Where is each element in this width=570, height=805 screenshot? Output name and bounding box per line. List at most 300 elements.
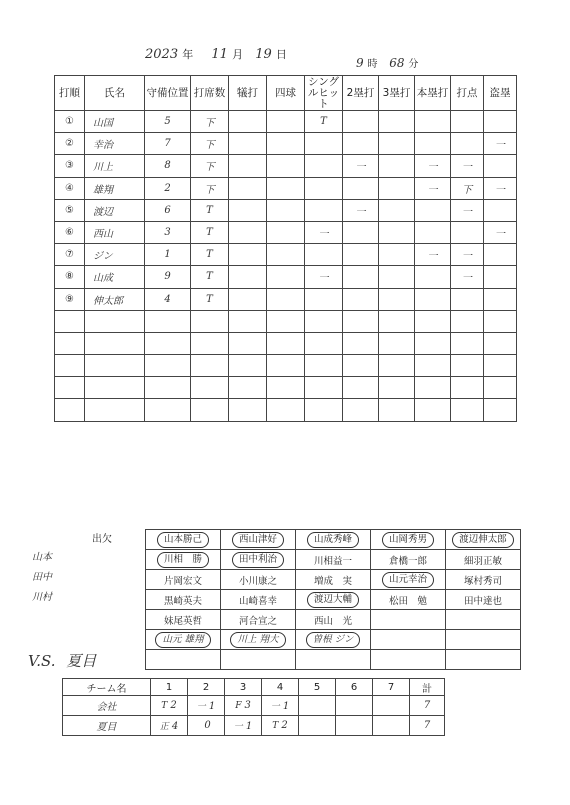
attendance-row: [146, 590, 521, 610]
cell-pa: T: [191, 244, 229, 266]
score-header: 1: [151, 679, 188, 696]
table-row: [55, 244, 517, 266]
cell-double: 一: [343, 155, 379, 177]
cell-bb: [267, 133, 305, 155]
table-row: [55, 133, 517, 155]
batting-table: [54, 75, 517, 422]
score-row: [63, 716, 445, 736]
cell-name: 川上: [85, 155, 145, 177]
attendee-name: 松田 勉: [388, 595, 427, 607]
inning-runs: 4: [171, 721, 179, 732]
cell-pos: 4: [145, 288, 191, 310]
cell-bb: [267, 155, 305, 177]
attendance-label: 出欠: [92, 534, 112, 545]
cell-pos: 9: [145, 266, 191, 288]
cell-bb: [267, 111, 305, 133]
cell-pos: 3: [145, 221, 191, 243]
attendee-name: 田中利治: [232, 552, 284, 568]
attendee-name: 黒崎英夫: [163, 595, 202, 607]
cell-double: [343, 399, 379, 421]
inning-runs: 1: [282, 701, 290, 712]
attendance-cell: [296, 550, 371, 570]
vs-label: V.S.: [28, 652, 56, 670]
attendance-cell: [146, 570, 221, 590]
cell-pa: 下: [191, 155, 229, 177]
total-score: 7: [410, 716, 445, 736]
attendance-cell: [146, 650, 221, 670]
cell-double: [343, 310, 379, 332]
tally-mark: 正: [159, 722, 169, 732]
attendance-cell: [371, 650, 446, 670]
cell-sac: [229, 332, 267, 354]
tally-mark: 一: [233, 722, 243, 732]
score-header: 7: [373, 679, 410, 696]
cell-triple: [379, 155, 415, 177]
attendance-cell: [446, 570, 521, 590]
day-unit: 日: [275, 48, 287, 61]
cell-name: [85, 377, 145, 399]
cell-bb: [267, 244, 305, 266]
attendance-cell: [446, 550, 521, 570]
attendance-row: [146, 630, 521, 650]
attendance-cell: [221, 630, 296, 650]
attendance-cell: [371, 630, 446, 650]
column-header: シングルヒット: [305, 76, 343, 111]
cell-name: [85, 355, 145, 377]
inning-score: [151, 696, 188, 716]
vs-line: [28, 650, 96, 671]
cell-sac: [229, 266, 267, 288]
attendance-cell: [221, 590, 296, 610]
cell-sac: [229, 155, 267, 177]
cell-double: [343, 266, 379, 288]
attendance-cell: [371, 570, 446, 590]
cell-triple: [379, 399, 415, 421]
inning-score: [262, 716, 299, 736]
day-value: 19: [255, 47, 272, 62]
cell-bb: [267, 199, 305, 221]
cell-order: ①: [55, 111, 85, 133]
cell-order: ⑥: [55, 221, 85, 243]
hour-value: 9: [356, 56, 364, 70]
inning-score: [336, 696, 373, 716]
cell-pa: T: [191, 221, 229, 243]
column-header: 打点: [451, 76, 484, 111]
cell-bb: [267, 177, 305, 199]
cell-double: [343, 177, 379, 199]
cell-order: [55, 399, 85, 421]
cell-hr: [415, 111, 451, 133]
cell-hr: 一: [415, 177, 451, 199]
side-note: 山本: [32, 552, 52, 563]
cell-rbi: [451, 111, 484, 133]
cell-pa: 下: [191, 133, 229, 155]
table-row: [55, 177, 517, 199]
attendee-name: 山本勝己: [157, 532, 209, 548]
cell-hr: [415, 133, 451, 155]
inning-runs: 2: [170, 700, 177, 711]
attendance-cell: [221, 530, 296, 550]
cell-pos: [145, 332, 191, 354]
cell-rbi: [451, 399, 484, 421]
cell-pos: 7: [145, 133, 191, 155]
cell-order: ②: [55, 133, 85, 155]
cell-hr: [415, 399, 451, 421]
attendance-cell: [296, 530, 371, 550]
inning-runs: 1: [245, 721, 253, 732]
attendance-cell: [446, 650, 521, 670]
cell-pos: [145, 310, 191, 332]
tally-mark: 一: [270, 702, 280, 712]
attendee-name: 川相益一: [313, 555, 352, 567]
attendee-name: 小川康之: [238, 575, 277, 587]
score-header: 計: [410, 679, 445, 696]
cell-double: [343, 111, 379, 133]
score-header: 3: [225, 679, 262, 696]
column-header: 盗塁: [484, 76, 517, 111]
attendance-cell: [296, 610, 371, 630]
cell-pa: [191, 399, 229, 421]
cell-name: [85, 310, 145, 332]
cell-double: [343, 332, 379, 354]
cell-name: [85, 399, 145, 421]
cell-sac: [229, 377, 267, 399]
cell-name: 山国: [85, 111, 145, 133]
tally-mark: 一: [196, 702, 206, 712]
cell-bb: [267, 355, 305, 377]
year-value: 2023: [145, 47, 179, 62]
cell-triple: [379, 310, 415, 332]
cell-triple: [379, 332, 415, 354]
cell-sac: [229, 244, 267, 266]
cell-hr: 一: [415, 244, 451, 266]
attendee-name: 西山津好: [232, 532, 284, 548]
cell-bb: [267, 221, 305, 243]
attendance-row: [146, 650, 521, 670]
attendee-name: 塚村秀司: [463, 575, 502, 587]
cell-sb: [484, 399, 517, 421]
cell-order: [55, 310, 85, 332]
cell-triple: [379, 288, 415, 310]
cell-double: [343, 355, 379, 377]
table-row: [55, 155, 517, 177]
score-table: [62, 678, 445, 736]
cell-rbi: [451, 221, 484, 243]
cell-name: 雄翔: [85, 177, 145, 199]
attendee-name: 妹尾英哲: [163, 615, 202, 627]
cell-pa: T: [191, 199, 229, 221]
cell-pa: [191, 377, 229, 399]
table-row: [55, 399, 517, 421]
attendee-name: 河合宣之: [238, 615, 277, 627]
side-note: 川村: [32, 592, 52, 603]
cell-hr: [415, 332, 451, 354]
cell-sac: [229, 399, 267, 421]
attendee-name: 増成 実: [313, 575, 352, 587]
inning-score: [373, 716, 410, 736]
cell-sb: [484, 244, 517, 266]
cell-name: [85, 332, 145, 354]
attendance-cell: [371, 610, 446, 630]
hour-unit: 時: [367, 59, 378, 70]
cell-pos: 8: [145, 155, 191, 177]
attendee-name: 山元 雄翔: [155, 632, 210, 648]
cell-rbi: [451, 310, 484, 332]
cell-single: [305, 399, 343, 421]
attendance-cell: [371, 590, 446, 610]
attendee-name: 渡辺大輔: [307, 592, 359, 608]
attendance-cell: [221, 550, 296, 570]
cell-single: [305, 332, 343, 354]
cell-triple: [379, 377, 415, 399]
table-row: [55, 332, 517, 354]
cell-rbi: 一: [451, 266, 484, 288]
cell-bb: [267, 266, 305, 288]
attendance-cell: [296, 590, 371, 610]
attendance-cell: [446, 610, 521, 630]
attendee-name: 渡辺伸太郎: [452, 532, 514, 548]
cell-pa: 下: [191, 177, 229, 199]
attendance-cell: [146, 550, 221, 570]
cell-bb: [267, 310, 305, 332]
cell-triple: [379, 221, 415, 243]
cell-sb: [484, 310, 517, 332]
cell-sac: [229, 199, 267, 221]
cell-triple: [379, 266, 415, 288]
cell-rbi: [451, 288, 484, 310]
cell-double: [343, 288, 379, 310]
attendee-name: 川上 翔大: [230, 632, 285, 648]
inning-score: [262, 696, 299, 716]
cell-triple: [379, 133, 415, 155]
attendance-cell: [146, 590, 221, 610]
cell-single: [305, 133, 343, 155]
cell-triple: [379, 199, 415, 221]
column-header: 氏名: [85, 76, 145, 111]
cell-sb: [484, 155, 517, 177]
table-row: [55, 221, 517, 243]
attendance-row: [146, 610, 521, 630]
attendance-cell: [221, 570, 296, 590]
minute-unit: 分: [408, 59, 419, 70]
cell-sac: [229, 310, 267, 332]
attendee-name: 田中達也: [463, 595, 502, 607]
attendance-cell: [371, 550, 446, 570]
cell-sac: [229, 133, 267, 155]
inning-score: [225, 716, 262, 736]
inning-score: [299, 716, 336, 736]
cell-sb: [484, 266, 517, 288]
cell-bb: [267, 399, 305, 421]
attendance-cell: [296, 570, 371, 590]
cell-order: ⑦: [55, 244, 85, 266]
cell-name: 渡辺: [85, 199, 145, 221]
cell-single: [305, 288, 343, 310]
cell-double: [343, 221, 379, 243]
cell-rbi: [451, 355, 484, 377]
attendance-cell: [446, 630, 521, 650]
cell-rbi: [451, 133, 484, 155]
cell-pos: 1: [145, 244, 191, 266]
month-unit: 月: [232, 48, 244, 61]
cell-triple: [379, 244, 415, 266]
cell-rbi: [451, 377, 484, 399]
score-header: 4: [262, 679, 299, 696]
attendance-cell: [296, 630, 371, 650]
cell-single: [305, 377, 343, 399]
column-header: 本塁打: [415, 76, 451, 111]
cell-double: [343, 133, 379, 155]
attendee-name: 山成秀峰: [307, 532, 359, 548]
table-row: [55, 288, 517, 310]
cell-pa: T: [191, 266, 229, 288]
attendee-name: 曽根 ジン: [306, 632, 361, 648]
cell-single: [305, 310, 343, 332]
inning-score: [373, 696, 410, 716]
score-header: 6: [336, 679, 373, 696]
vs-opponent: 夏目: [66, 652, 97, 670]
cell-order: ③: [55, 155, 85, 177]
attendance-row: [146, 550, 521, 570]
inning-runs: 3: [244, 700, 251, 711]
cell-name: 伸太郎: [85, 288, 145, 310]
cell-double: [343, 377, 379, 399]
attendance-cell: [446, 590, 521, 610]
cell-name: 山成: [85, 266, 145, 288]
cell-bb: [267, 377, 305, 399]
cell-pos: [145, 399, 191, 421]
cell-hr: [415, 355, 451, 377]
column-header: 2塁打: [343, 76, 379, 111]
cell-rbi: 一: [451, 155, 484, 177]
cell-pa: 下: [191, 111, 229, 133]
table-row: [55, 355, 517, 377]
attendance-cell: [221, 650, 296, 670]
inning-runs: 1: [208, 701, 216, 712]
cell-pos: [145, 355, 191, 377]
year-unit: 年: [182, 48, 194, 61]
cell-sb: 一: [484, 221, 517, 243]
cell-pos: 6: [145, 199, 191, 221]
cell-sac: [229, 221, 267, 243]
attendance-cell: [221, 610, 296, 630]
attendance-row: [146, 530, 521, 550]
inning-score: [336, 716, 373, 736]
cell-order: ⑤: [55, 199, 85, 221]
cell-hr: [415, 221, 451, 243]
cell-pa: [191, 332, 229, 354]
score-row: [63, 696, 445, 716]
attendance-cell: [371, 530, 446, 550]
cell-name: 西山: [85, 221, 145, 243]
score-header-row: [63, 679, 445, 696]
cell-order: [55, 377, 85, 399]
cell-single: T: [305, 111, 343, 133]
cell-single: [305, 155, 343, 177]
cell-single: [305, 244, 343, 266]
cell-single: [305, 177, 343, 199]
attendee-name: 細羽正敏: [463, 555, 502, 567]
attendance-cell: [146, 530, 221, 550]
month-value: 11: [211, 47, 228, 62]
cell-bb: [267, 288, 305, 310]
score-header: 2: [188, 679, 225, 696]
cell-single: 一: [305, 221, 343, 243]
attendance-cell: [446, 530, 521, 550]
column-header: 犠打: [229, 76, 267, 111]
cell-name: 幸治: [85, 133, 145, 155]
cell-sb: [484, 199, 517, 221]
attendance-cell: [146, 610, 221, 630]
attendee-name: 山岡秀男: [382, 532, 434, 548]
cell-pa: [191, 355, 229, 377]
cell-pos: 5: [145, 111, 191, 133]
column-header: 打順: [55, 76, 85, 111]
cell-rbi: 一: [451, 244, 484, 266]
cell-sac: [229, 288, 267, 310]
table-header-row: [55, 76, 517, 111]
table-row: [55, 111, 517, 133]
cell-name: ジン: [85, 244, 145, 266]
cell-sb: [484, 288, 517, 310]
cell-hr: [415, 310, 451, 332]
inning-runs: 2: [281, 720, 288, 731]
attendee-name: 片岡宏文: [163, 575, 202, 587]
team-name: 会社: [63, 696, 151, 716]
inning-score: [151, 716, 188, 736]
column-header: 打席数: [191, 76, 229, 111]
cell-order: [55, 332, 85, 354]
score-header: チーム名: [63, 679, 151, 696]
attendee-name: 山崎喜幸: [238, 595, 277, 607]
total-score: 7: [410, 696, 445, 716]
column-header: 四球: [267, 76, 305, 111]
cell-hr: [415, 377, 451, 399]
cell-hr: [415, 288, 451, 310]
inning-score: [188, 696, 225, 716]
cell-hr: 一: [415, 155, 451, 177]
cell-order: ⑨: [55, 288, 85, 310]
cell-sb: 一: [484, 133, 517, 155]
cell-pa: [191, 310, 229, 332]
attendance-row: [146, 570, 521, 590]
cell-sac: [229, 177, 267, 199]
side-note: 田中: [32, 572, 52, 583]
cell-single: [305, 199, 343, 221]
cell-order: ④: [55, 177, 85, 199]
table-row: [55, 377, 517, 399]
cell-rbi: 下: [451, 177, 484, 199]
cell-sb: 一: [484, 177, 517, 199]
table-row: [55, 199, 517, 221]
cell-double: [343, 244, 379, 266]
attendee-name: 山元幸治: [382, 572, 434, 588]
cell-bb: [267, 332, 305, 354]
time-line: [356, 55, 418, 70]
attendee-name: 倉橋一郎: [388, 555, 427, 567]
cell-single: [305, 355, 343, 377]
cell-hr: [415, 199, 451, 221]
team-name: 夏目: [63, 716, 151, 736]
cell-triple: [379, 111, 415, 133]
cell-sb: [484, 355, 517, 377]
cell-double: 一: [343, 199, 379, 221]
inning-score: [299, 696, 336, 716]
cell-pa: T: [191, 288, 229, 310]
cell-sac: [229, 355, 267, 377]
tally-mark: T: [272, 721, 279, 731]
attendance-table: [145, 529, 521, 670]
